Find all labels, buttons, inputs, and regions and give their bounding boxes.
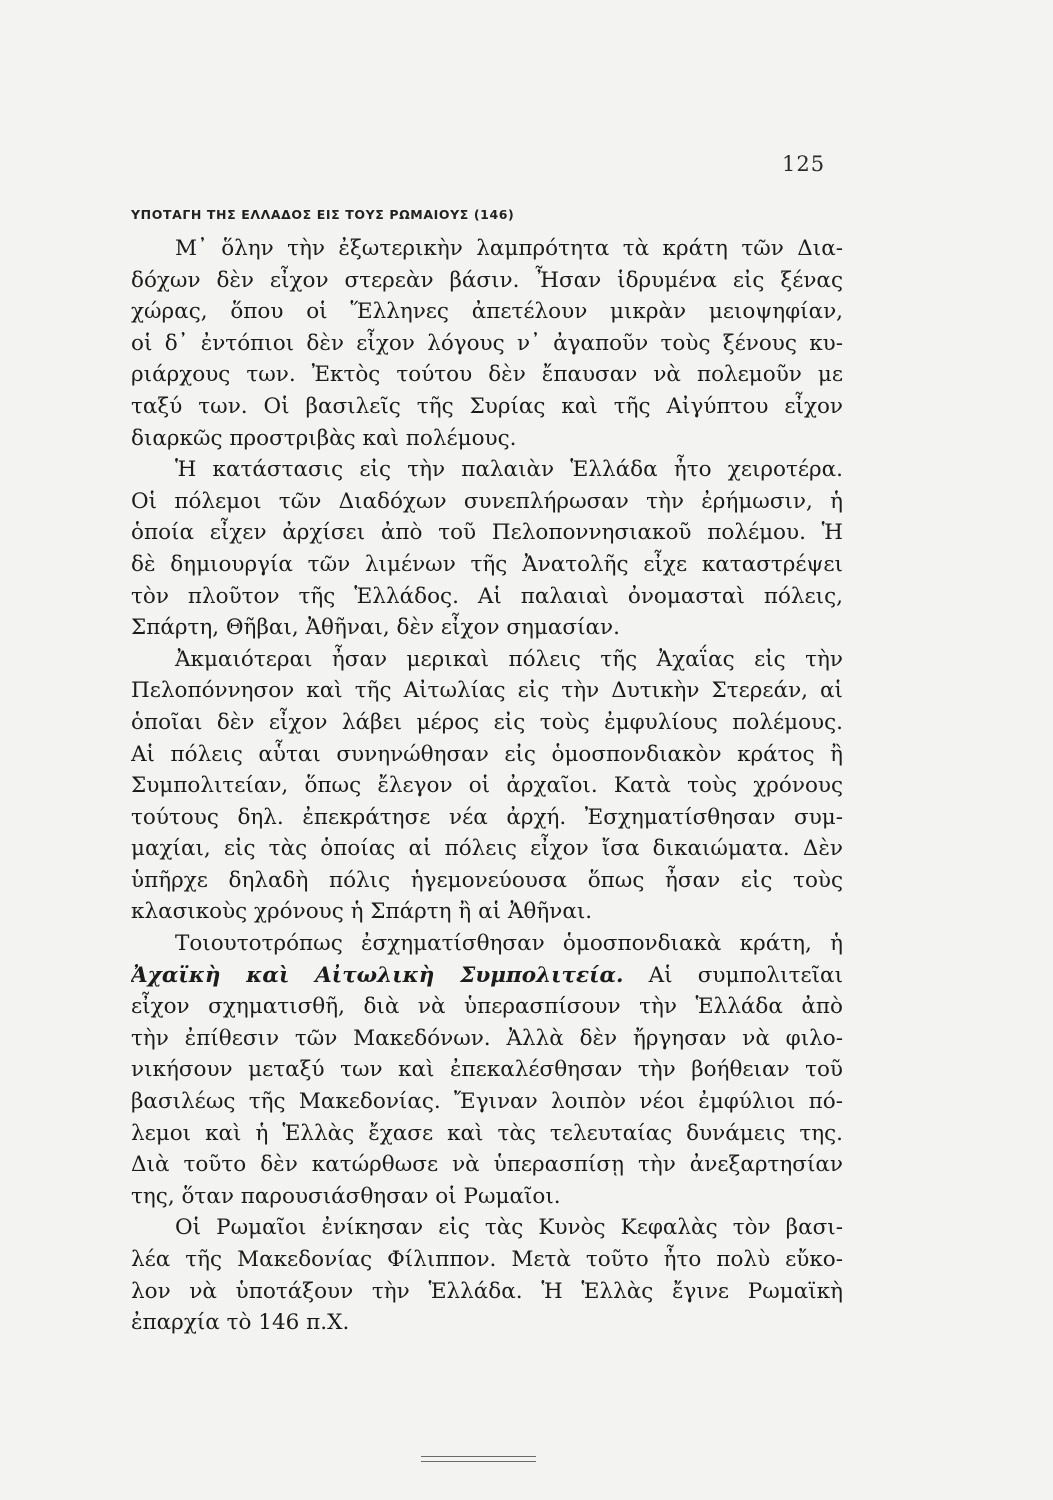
- text-run: Αἱ συμπολιτεῖαι: [623, 962, 843, 988]
- body-text: [131, 233, 843, 1339]
- text-line: οἱ δ᾽ ἐντόπιοι δὲν εἶχον λόγους ν᾽ ἀγαποῦν τοὺς ξένους κυ-: [131, 330, 843, 356]
- text-line: Συμπολιτείαν, ὅπως ἔλεγον οἱ ἀρχαῖοι. Κατὰ τοὺς χρόνους: [131, 773, 843, 799]
- text-line: Διὰ τοῦτο δὲν κατώρθωσε νὰ ὑπερασπίσῃ τὴν ἀνεξαρτησίαν: [131, 1152, 843, 1178]
- text-line: λον νὰ ὑποτάξουν τὴν Ἑλλάδα. Ἡ Ἑλλὰς ἔγινε Ρωμαϊκὴ: [131, 1278, 843, 1304]
- text-line: μαχίαι, εἰς τὰς ὁποίας αἱ πόλεις εἶχον ἴσα δικαιώματα. Δὲν: [131, 836, 843, 862]
- text-line: χώρας, ὅπου οἱ Ἕλληνες ἀπετέλουν μικρὰν μειοψηφίαν,: [131, 299, 843, 325]
- text-line: Τοιουτοτρόπως ἐσχηματίσθησαν ὁμοσπονδιακὰ κράτη, ἡ: [175, 931, 843, 957]
- text-line: δὲ δημιουργία τῶν λιμένων τῆς Ἀνατολῆς εἶχε καταστρέψει: [131, 551, 843, 577]
- text-line: τὴν ἐπίθεσιν τῶν Μακεδόνων. Ἀλλὰ δὲν ἤργησαν νὰ φιλο-: [131, 1025, 843, 1051]
- text-line: νικήσουν μεταξύ των καὶ ἐπεκαλέσθησαν τὴν βοήθειαν τοῦ: [131, 1057, 843, 1083]
- text-line: ὁποία εἶχεν ἀρχίσει ἀπὸ τοῦ Πελοποννησιακοῦ πολέμου. Ἡ: [131, 520, 843, 546]
- text-line: Πελοπόννησον καὶ τῆς Αἰτωλίας εἰς τὴν Δυτικὴν Στερεάν, αἱ: [131, 678, 843, 704]
- text-line: εἶχον σχηματισθῆ, διὰ νὰ ὑπερασπίσουν τὴν Ἑλλάδα ἀπὸ: [131, 994, 843, 1020]
- text-line: Οἱ πόλεμοι τῶν Διαδόχων συνεπλήρωσαν τὴν ἐρήμωσιν, ἡ: [131, 488, 843, 514]
- text-line: Σπάρτη, Θῆβαι, Ἀθῆναι, δὲν εἶχον σημασίαν.: [131, 615, 620, 641]
- text-line: λέα τῆς Μακεδονίας Φίλιππον. Μετὰ τοῦτο ἦτο πολὺ εὔκο-: [131, 1247, 843, 1272]
- text-line: της, ὅταν παρουσιάσθησαν οἱ Ρωμαῖοι.: [131, 1183, 561, 1209]
- text-line: ταξύ των. Οἱ βασιλεῖς τῆς Συρίας καὶ τῆς Αἰγύπτου εἶχον: [131, 393, 843, 419]
- page-number: 125: [782, 152, 826, 176]
- text-line: δόχων δὲν εἶχον στερεὰν βάσιν. Ἦσαν ἱδρυμένα εἰς ξένας: [131, 267, 843, 293]
- text-line-emphasis: [131, 960, 843, 992]
- text-line: κλασικοὺς χρόνους ἡ Σπάρτη ἢ αἱ Ἀθῆναι.: [131, 899, 593, 925]
- text-line: Αἱ πόλεις αὗται συνηνώθησαν εἰς ὁμοσπονδιακὸν κράτος ἢ: [131, 741, 843, 767]
- text-line: ὁποῖαι δὲν εἶχον λάβει μέρος εἰς τοὺς ἐμφυλίους πολέμους.: [131, 709, 843, 735]
- text-line: διαρκῶς προστριβὰς καὶ πολέμους.: [131, 425, 517, 451]
- text-line: τὸν πλοῦτον τῆς Ἑλλάδος. Αἱ παλαιαὶ ὀνομασταὶ πόλεις,: [131, 583, 843, 609]
- text-line: ὑπῆρχε δηλαδὴ πόλις ἡγεμονεύουσα ὅπως ἦσαν εἰς τοὺς: [131, 867, 843, 893]
- end-rule: [421, 1461, 536, 1462]
- emphasized-term: Ἀχαϊκὴ καὶ Αἰτωλικὴ Συμπολιτεία.: [131, 962, 624, 988]
- text-line: ἐπαρχία τὸ 146 π.Χ.: [131, 1310, 350, 1336]
- text-line: βασιλέως τῆς Μακεδονίας. Ἔγιναν λοιπὸν νέοι ἐμφύλιοι πό-: [131, 1089, 843, 1115]
- text-line: ριάρχους των. Ἐκτὸς τούτου δὲν ἔπαυσαν νὰ πολεμοῦν με: [131, 362, 843, 388]
- text-line: λεμοι καὶ ἡ Ἑλλὰς ἔχασε καὶ τὰς τελευταίας δυνάμεις της.: [131, 1120, 843, 1146]
- text-line: τούτους δηλ. ἐπεκράτησε νέα ἀρχή. Ἐσχηματίσθησαν συμ-: [131, 804, 843, 830]
- text-line: Ἀκμαιότεραι ἦσαν μερικαὶ πόλεις τῆς Ἀχαΐας εἰς τὴν: [175, 646, 843, 672]
- text-line: Ἡ κατάστασις εἰς τὴν παλαιὰν Ἑλλάδα ἦτο χειροτέρα.: [175, 457, 843, 483]
- text-line: Οἱ Ρωμαῖοι ἐνίκησαν εἰς τὰς Κυνὸς Κεφαλὰς τὸν βασι-: [175, 1215, 843, 1241]
- running-head: ΥΠΟΤΑΓΗ ΤΗΣ ΕΛΛΑΔΟΣ ΕΙΣ ΤΟΥΣ ΡΩΜΑΙΟΥΣ (146): [131, 207, 515, 222]
- text-line: Μ᾽ ὅλην τὴν ἐξωτερικὴν λαμπρότητα τὰ κράτη τῶν Δια-: [175, 236, 843, 261]
- end-rule: [421, 1456, 536, 1457]
